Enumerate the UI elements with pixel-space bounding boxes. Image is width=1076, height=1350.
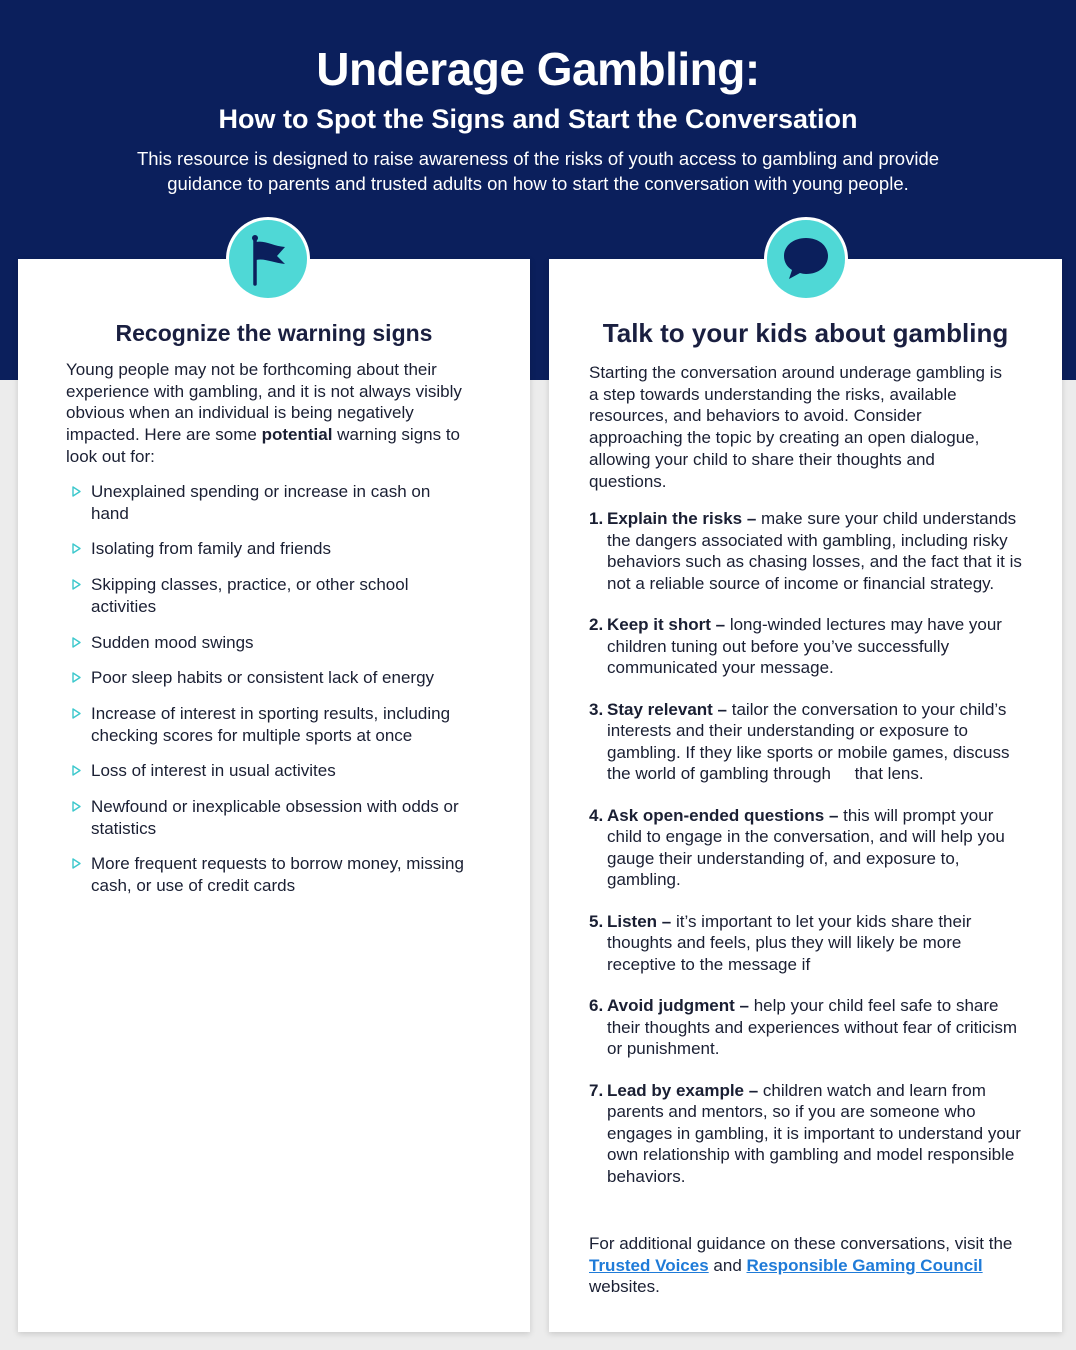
warning-sign-item xyxy=(66,632,471,654)
warning-sign-text: Isolating from family and friends xyxy=(91,539,331,559)
step-text: this will prompt your child to engage in the conversation, and will help you gauge their understanding of, and exposure to, gambling. xyxy=(607,805,1005,889)
closing-text-mid: and xyxy=(708,1255,747,1275)
conversation-step xyxy=(589,805,1025,891)
warning-sign-text: Increase of interest in sporting results, including checking scores for multiple sports at once xyxy=(91,703,451,745)
speech-bubble-icon xyxy=(767,220,845,298)
step-text: make sure your child understands the dangers associated with gambling, including risky behaviors such as chasing losses, and the fact that it is not a reliable source of income or financial strategy. xyxy=(607,509,1022,593)
page-subtitle: How to Spot the Signs and Start the Conversation xyxy=(218,104,858,134)
warning-sign-text: More frequent requests to borrow money, missing cash, or use of credit cards xyxy=(91,854,464,896)
warning-sign-text: Sudden mood swings xyxy=(91,632,254,652)
step-number: 5. xyxy=(589,911,604,931)
warning-sign-item xyxy=(66,853,471,896)
talk-to-kids-title: Talk to your kids about gambling xyxy=(602,318,1009,348)
warning-signs-list xyxy=(66,481,506,911)
step-number: 4. xyxy=(589,805,604,825)
step-label: Lead by example – xyxy=(607,1080,759,1100)
triangle-bullet-icon xyxy=(72,579,81,590)
closing-text-end: websites. xyxy=(589,1277,660,1296)
page-intro: This resource is designed to raise awareness of the risks of youth access to gambling and provide guidance to parents and trusted adults on how to start the conversation with young people. xyxy=(136,148,940,194)
intro-text-end: warning signs to look out for: xyxy=(66,425,461,466)
step-label: Ask open-ended questions – xyxy=(607,805,839,825)
conversation-step xyxy=(589,1080,1025,1188)
triangle-bullet-icon xyxy=(72,765,81,776)
step-label: Avoid judgment – xyxy=(607,996,749,1015)
intro-text: Young people may not be forthcoming about their experience with gambling, and it is not always visibly obvious when an individual is being negatively impacted. Here are some xyxy=(66,360,462,445)
page-title: Underage Gambling: xyxy=(316,43,760,95)
step-text: help your child feel safe to share their thoughts and experiences without fear of criticism or punishment. xyxy=(607,996,1018,1058)
warning-sign-item xyxy=(66,538,471,560)
step-label: Keep it short – xyxy=(607,615,726,634)
step-number: 2. xyxy=(589,615,604,634)
conversation-step xyxy=(589,699,1025,785)
conversation-steps-list xyxy=(589,508,1029,1207)
warning-sign-item xyxy=(66,760,471,782)
closing-text: For additional guidance on these conversations, visit the xyxy=(589,1234,1013,1253)
triangle-bullet-icon xyxy=(72,858,81,869)
warning-sign-item xyxy=(66,703,471,746)
conversation-step xyxy=(589,508,1025,594)
talk-intro: Starting the conversation around underage gambling is a step towards understanding the risks, available resources, and behaviors to avoid. Consider approaching the topic by creating an open dialogue, allowing your child to share their thoughts and questions. xyxy=(589,363,1002,491)
responsible-gaming-council-link[interactable]: Responsible Gaming Council xyxy=(746,1255,983,1275)
step-label: Stay relevant – xyxy=(607,699,728,719)
warning-sign-text: Poor sleep habits or consistent lack of energy xyxy=(91,668,435,688)
step-number: 3. xyxy=(589,699,604,719)
triangle-bullet-icon xyxy=(72,637,81,648)
warning-signs-intro xyxy=(66,359,466,468)
warning-sign-item xyxy=(66,796,471,839)
triangle-bullet-icon xyxy=(72,708,81,719)
triangle-bullet-icon xyxy=(72,543,81,554)
flag-icon xyxy=(229,220,307,298)
warning-sign-item xyxy=(66,481,471,524)
step-number: 6. xyxy=(589,996,604,1015)
step-text: it’s important to let your kids share their thoughts and feels, plus they will likely be more receptive to the message if xyxy=(607,911,972,974)
warning-sign-text: Newfound or inexplicable obsession with odds or statistics xyxy=(91,797,459,838)
warning-sign-item xyxy=(66,667,471,689)
intro-emphasis: potential xyxy=(261,425,333,445)
warning-sign-text: Skipping classes, practice, or other school activities xyxy=(91,575,409,616)
step-number: 1. xyxy=(589,509,604,528)
warning-sign-text: Unexplained spending or increase in cash on hand xyxy=(91,482,431,523)
step-label: Listen – xyxy=(607,911,672,931)
triangle-bullet-icon xyxy=(72,486,81,497)
step-label: Explain the risks – xyxy=(607,509,757,528)
triangle-bullet-icon xyxy=(72,801,81,812)
trusted-voices-link[interactable]: Trusted Voices xyxy=(589,1255,709,1275)
conversation-step xyxy=(589,995,1025,1060)
closing-paragraph xyxy=(589,1233,1019,1298)
step-text: tailor the conversation to your child’s interests and their understanding or exposure to gambling. If they like sports or mobile games, discuss the world of gambling through that lens. xyxy=(607,699,1010,783)
conversation-step xyxy=(589,911,1025,976)
warning-signs-title: Recognize the warning signs xyxy=(115,320,433,346)
step-number: 7. xyxy=(589,1080,604,1100)
warning-sign-item xyxy=(66,574,471,617)
step-text: children watch and learn from parents and mentors, so if you are someone who engages in gambling, it is important to understand your own relationship with gambling and model responsible behaviors. xyxy=(607,1080,1021,1186)
step-text: long-winded lectures may have your children tuning out before you’ve successfully communicated your message. xyxy=(607,615,1002,677)
conversation-step xyxy=(589,614,1025,679)
warning-sign-text: Loss of interest in usual activites xyxy=(91,761,336,781)
triangle-bullet-icon xyxy=(72,672,81,683)
